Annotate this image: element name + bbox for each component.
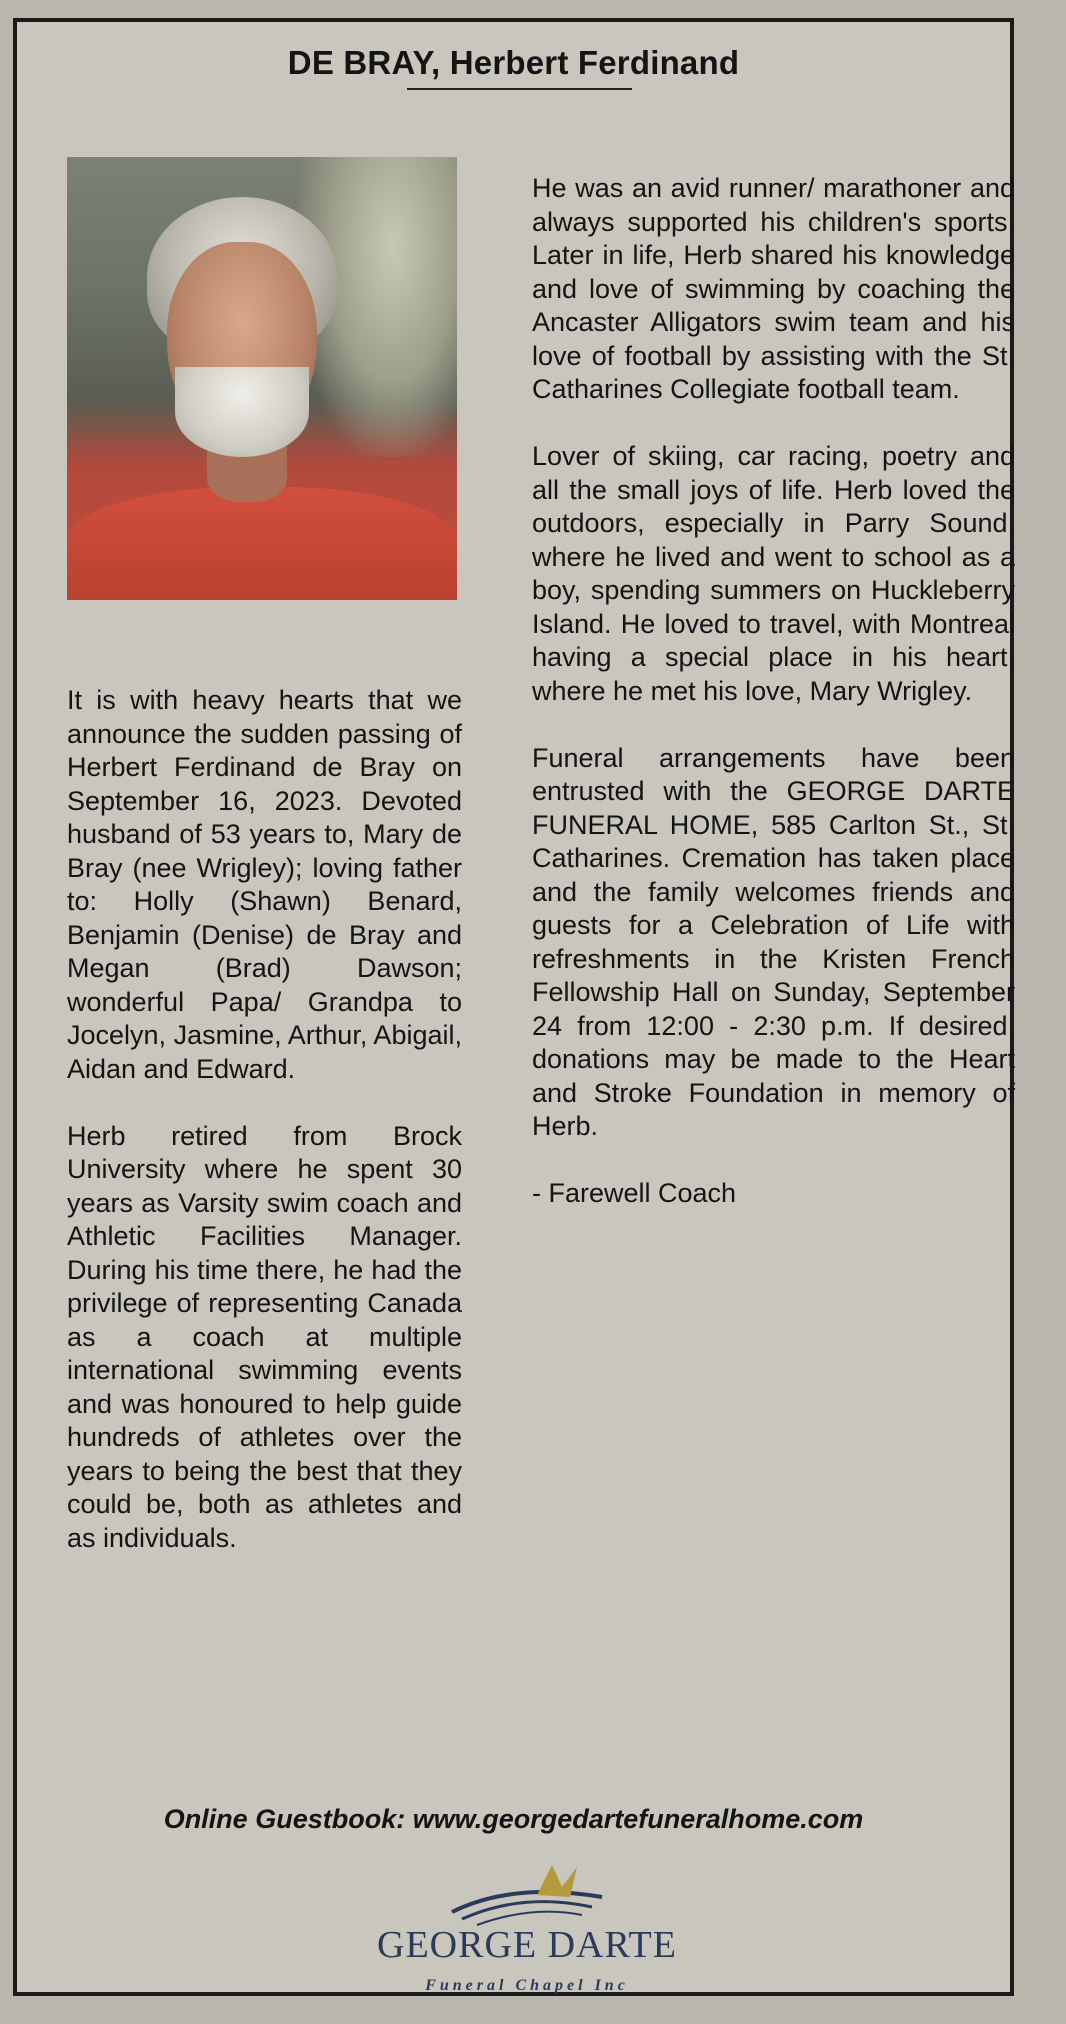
- obituary-notice: [13, 18, 1014, 1996]
- obituary-title: DE BRAY, Herbert Ferdinand: [287, 44, 740, 81]
- signoff: - Farewell Coach: [532, 1178, 737, 1208]
- paragraph-announcement: It is with heavy hearts that we announce the sudden passing of Herbert Ferdinand de Bray on September 16, 2023. Devoted husband of 53 years to, Mary de Bray (nee Wrigley); loving father to: Holly (Shawn) Benard, Benjamin (Denise) de Bray and Megan (Brad) Dawson; wonderful Papa/ Grandpa to Jocelyn, Jasmine, Arthur, Abigail, Aidan and Edward.: [67, 685, 462, 1084]
- left-column: [67, 684, 462, 1589]
- portrait-photo: [67, 157, 457, 600]
- right-column: [532, 172, 1015, 1244]
- paragraph-sports: He was an avid runner/ marathoner and always supported his children's sports. Later in life, Herb shared his knowledge and love of swimming by coaching the Ancaster Alligators swim team and his love of football by assisting with the St. Catharines Collegiate football team.: [532, 173, 1015, 404]
- adjacent-page-bleed: [1040, 0, 1066, 2024]
- paragraph-career: Herb retired from Brock University where he spent 30 years as Varsity swim coach and Athletic Facilities Manager. During his time there, he had the privilege of representing Canada as a coach at multiple international swimming events and was honoured to help guide hundreds of athletes over the years to being the best that they could be, both as athletes and as individuals.: [67, 1120, 462, 1553]
- paragraph-interests: Lover of skiing, car racing, poetry and all the small joys of life. Herb loved the outdoors, especially in Parry Sound, where he lived and went to school as a boy, spending summers on Huckleberry Island. He loved to travel, with Montreal having a special place in his heart, where he met his love, Mary Wrigley.: [532, 441, 1015, 706]
- online-guestbook-link[interactable]: Online Guestbook: www.georgedartefuneralhome.com: [163, 1804, 864, 1834]
- swoosh-icon: [442, 1857, 612, 1927]
- funeral-home-logo: [357, 1857, 697, 1997]
- title-underline: [407, 88, 632, 90]
- logo-subtitle: Funeral Chapel Inc: [425, 1977, 629, 1994]
- paragraph-funeral-arrangements: Funeral arrangements have been entrusted with the GEORGE DARTE FUNERAL HOME, 585 Carlton St., St. Catharines. Cremation has taken place and the family welcomes friends and guests for a Celebration of Life with refreshments in the Kristen French Fellowship Hall on Sunday, September 24 from 12:00 - 2:30 p.m. If desired, donations may be made to the Heart and Stroke Foundation in memory of Herb.: [532, 742, 1015, 1141]
- logo-name: GEORGE DARTE: [377, 1924, 677, 1966]
